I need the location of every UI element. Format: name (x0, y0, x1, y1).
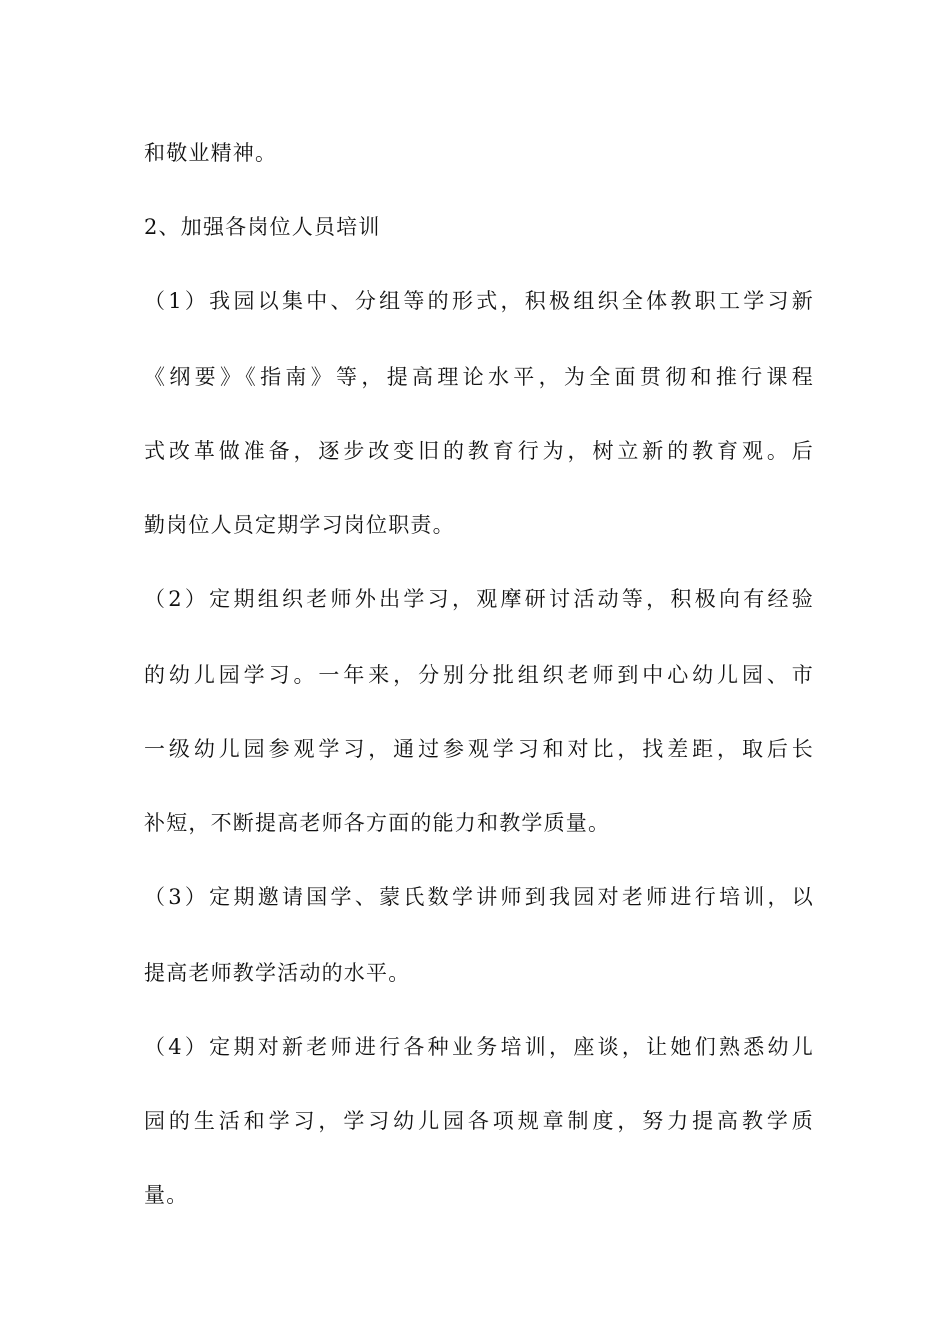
text-line: （3）定期邀请国学、蒙氏数学讲师到我园对老师进行培训，以 (144, 885, 814, 909)
text-line: 和敬业精神。 (144, 141, 278, 165)
text-line: 勤岗位人员定期学习岗位职责。 (144, 513, 455, 537)
text-line: 园的生活和学习，学习幼儿园各项规章制度，努力提高教学质 (144, 1109, 814, 1133)
section-heading: 2、加强各岗位人员培训 (144, 215, 381, 239)
text-line: 提高老师教学活动的水平。 (144, 961, 411, 985)
text-line: 式改革做准备，逐步改变旧的教育行为，树立新的教育观。后 (144, 439, 814, 463)
text-line: 的幼儿园学习。一年来，分别分批组织老师到中心幼儿园、市 (144, 663, 814, 687)
text-line: （1）我园以集中、分组等的形式，积极组织全体教职工学习新 (144, 289, 814, 313)
text-line: 《纲要》《指南》等，提高理论水平，为全面贯彻和推行课程 (144, 365, 814, 389)
text-line: 补短，不断提高老师各方面的能力和教学质量。 (144, 811, 611, 835)
text-line: 一级幼儿园参观学习，通过参观学习和对比，找差距，取后长 (144, 737, 814, 761)
text-line: （2）定期组织老师外出学习，观摩研讨活动等，积极向有经验 (144, 587, 814, 611)
text-line: 量。 (144, 1183, 189, 1207)
text-line: （4）定期对新老师进行各种业务培训，座谈，让她们熟悉幼儿 (144, 1035, 814, 1059)
